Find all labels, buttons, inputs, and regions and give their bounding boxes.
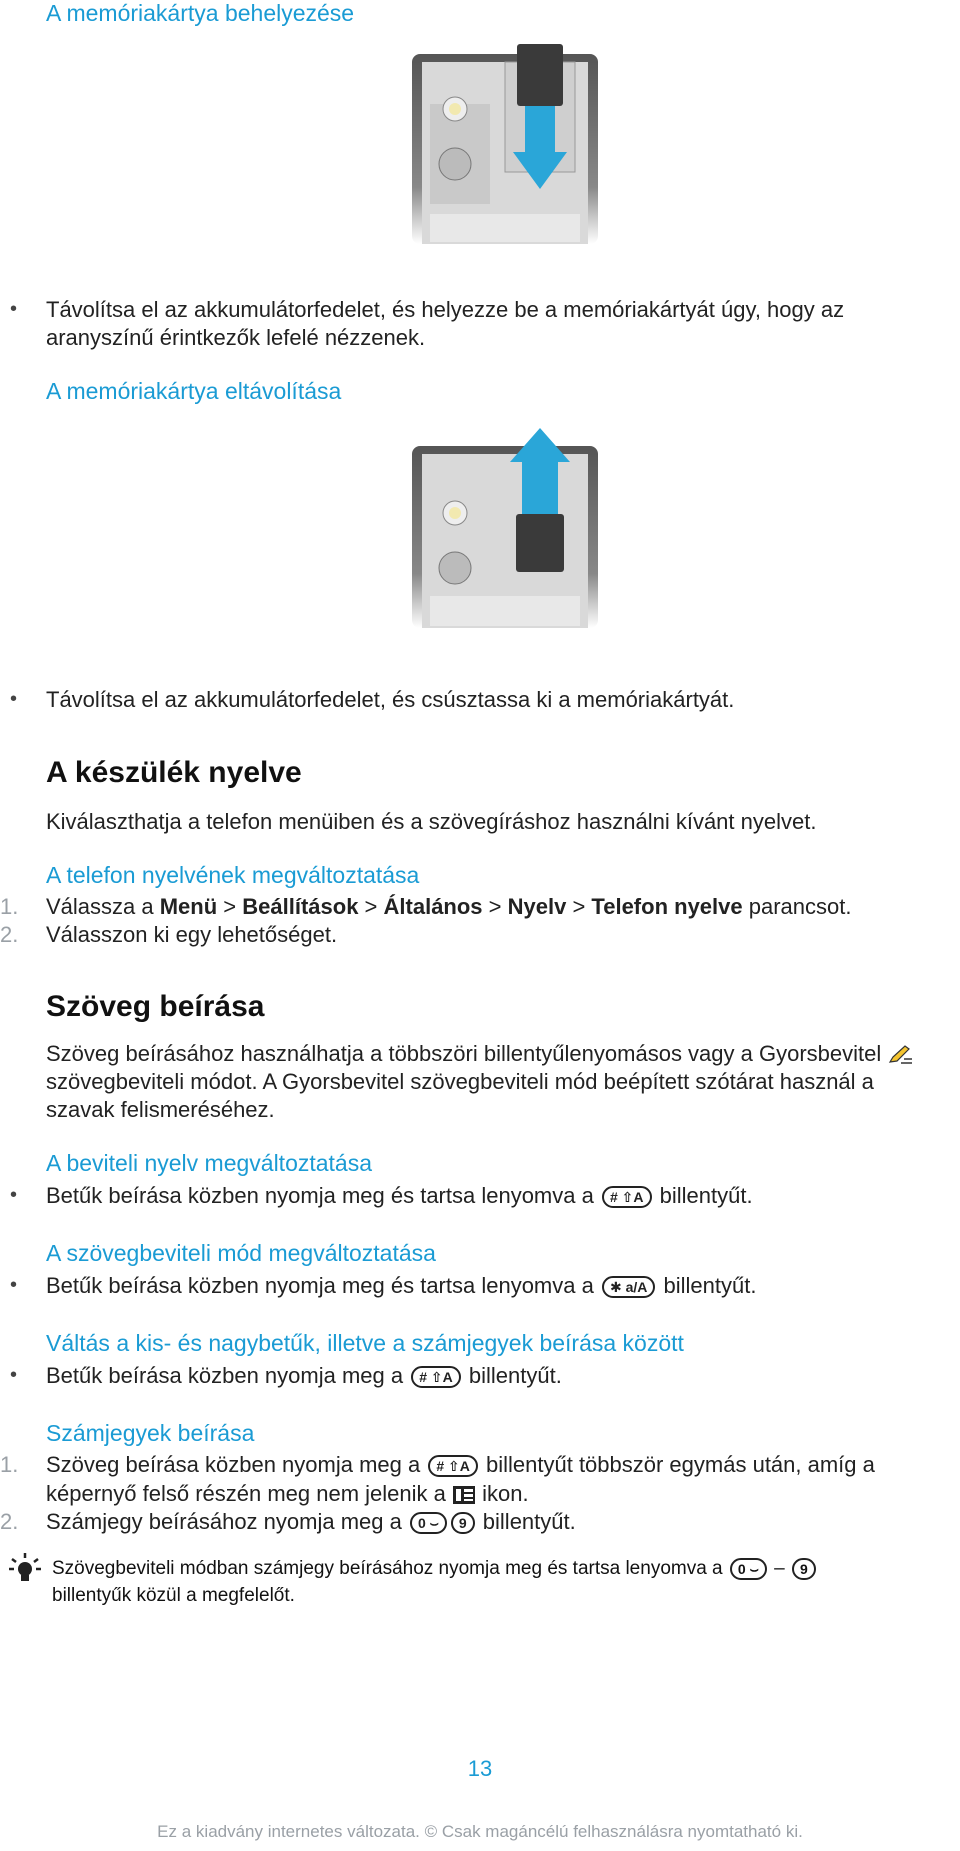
instruction-text: billentyűt. — [659, 1183, 753, 1208]
step-text: ikon. — [482, 1481, 529, 1506]
menu-separator: > — [482, 894, 508, 919]
step-number: 2. — [0, 1509, 19, 1534]
step-text: Számjegy beírásához nyomja meg a — [46, 1509, 402, 1534]
remove-card-text: Távolítsa el az akkumulátorfedelet, és csúsztassa ki a memóriakártyát. — [46, 687, 735, 712]
menu-separator: > — [358, 894, 384, 919]
instruction-text: billentyűt. — [468, 1363, 562, 1388]
change-phone-language-heading: A telefon nyelvének megváltoztatása — [46, 862, 420, 888]
zero-key-icon: 0 ⌣ — [410, 1512, 447, 1534]
text-entry-intro-line-2: szövegbeviteli módot. A Gyorsbevitel szövegbeviteli mód beépített szótárat használ a — [46, 1069, 874, 1094]
menu-path-phone-language: Telefon nyelve — [591, 894, 743, 919]
instruction-text: Betűk beírása közben nyomja meg és tartsa lenyomva a — [46, 1183, 594, 1208]
pencil-icon — [887, 1044, 913, 1066]
step-number: 1. — [0, 1452, 19, 1477]
text-entry-intro-line-3: szavak felismeréséhez. — [46, 1097, 275, 1122]
bullet: • — [10, 1184, 18, 1206]
nine-key-icon: 9 — [451, 1512, 475, 1534]
step-text: Szöveg beírása közben nyomja meg a — [46, 1452, 421, 1477]
instruction-text: billentyűt. — [663, 1273, 757, 1298]
phone-insert-illustration — [410, 44, 600, 244]
bullet: • — [10, 298, 18, 320]
step-text: parancsot. — [742, 894, 852, 919]
insert-card-text: Távolítsa el az akkumulátorfedelet, és helyezze be a memóriakártyát úgy, hogy az aranyszínű érintkezők lefelé nézzenek. — [46, 297, 845, 350]
input-mode-heading: A szövegbeviteli mód megváltoztatása — [46, 1240, 436, 1266]
instruction-text: Betűk beírása közben nyomja meg és tartsa lenyomva a — [46, 1273, 594, 1298]
bullet: • — [10, 1274, 18, 1296]
input-language-instruction — [46, 1182, 753, 1210]
page-number: 13 — [467, 1756, 493, 1781]
step-number: 1. — [0, 894, 19, 919]
lightbulb-icon — [8, 1552, 42, 1584]
language-step-2: Válasszon ki egy lehetőséget. — [46, 922, 338, 947]
star-key-icon: ✱ a/A — [602, 1276, 655, 1298]
phone-remove-illustration — [410, 428, 600, 628]
step-text: billentyűt. — [482, 1509, 576, 1534]
step-number: 2. — [0, 922, 19, 947]
hash-key-icon: # ⇧A — [602, 1186, 652, 1208]
language-section-title: A készülék nyelve — [46, 756, 302, 789]
step-text: képernyő felső részén meg nem jelenik a — [46, 1481, 446, 1506]
numbers-heading: Számjegyek beírása — [46, 1420, 255, 1446]
numeric-mode-icon — [452, 1485, 476, 1505]
input-language-heading: A beviteli nyelv megváltoztatása — [46, 1150, 373, 1176]
step-text: Válassza a — [46, 894, 160, 919]
remove-card-heading: A memóriakártya eltávolítása — [46, 378, 342, 404]
menu-path-menu: Menü — [159, 894, 218, 919]
tip-dash: – — [774, 1558, 785, 1579]
input-mode-instruction — [46, 1272, 756, 1300]
intro-text: Szöveg beírásához használhatja a többszöri billentyűlenyomásos vagy a Gyorsbevitel — [46, 1041, 882, 1066]
numbers-step-1-line-1 — [46, 1451, 875, 1479]
numbers-step-2 — [46, 1508, 576, 1536]
tip-line-2: billentyűk közül a megfelelőt. — [52, 1585, 295, 1606]
bullet: • — [10, 688, 18, 710]
menu-separator: > — [566, 894, 592, 919]
numbers-step-1-line-2 — [46, 1480, 529, 1508]
text-entry-title: Szöveg beírása — [46, 990, 265, 1023]
zero-key-icon: 0 ⌣ — [730, 1558, 767, 1580]
menu-path-language: Nyelv — [507, 894, 567, 919]
case-switch-instruction — [46, 1362, 562, 1390]
insert-card-heading: A memóriakártya behelyezése — [46, 0, 355, 26]
nine-key-icon: 9 — [792, 1558, 816, 1580]
step-text: billentyűt többször egymás után, amíg a — [486, 1452, 875, 1477]
menu-path-general: Általános — [383, 894, 483, 919]
tip-line-1 — [52, 1556, 818, 1582]
menu-separator: > — [217, 894, 243, 919]
instruction-text: Betűk beírása közben nyomja meg a — [46, 1363, 404, 1388]
case-switch-heading: Váltás a kis- és nagybetűk, illetve a számjegyek beírása között — [46, 1330, 684, 1356]
hash-key-icon: # ⇧A — [411, 1366, 461, 1388]
language-section-intro: Kiválaszthatja a telefon menüiben és a szövegíráshoz használni kívánt nyelvet. — [46, 809, 817, 834]
tip-text: Szövegbeviteli módban számjegy beírásához nyomja meg és tartsa lenyomva a — [52, 1558, 723, 1579]
footer-notice: Ez a kiadvány internetes változata. © Csak magáncélú felhasználásra nyomtatható ki. — [157, 1822, 803, 1841]
hash-key-icon: # ⇧A — [428, 1455, 478, 1477]
text-entry-intro-line-1 — [46, 1040, 913, 1068]
bullet: • — [10, 1364, 18, 1386]
menu-path-settings: Beállítások — [242, 894, 359, 919]
language-step-1 — [46, 893, 851, 921]
